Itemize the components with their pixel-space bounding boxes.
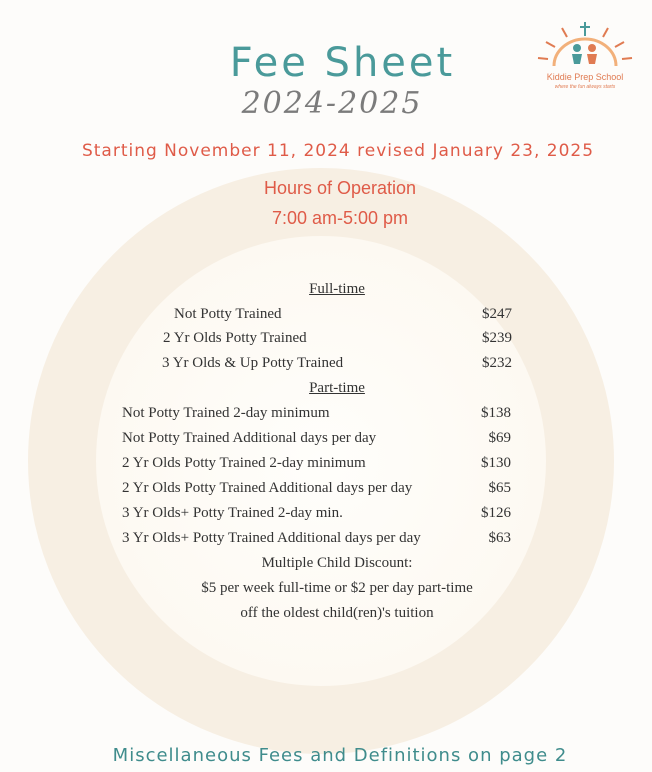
- full-time-heading: Full-time: [309, 281, 365, 297]
- footer-note: Miscellaneous Fees and Definitions on page 2: [112, 745, 568, 766]
- school-logo: [532, 18, 638, 98]
- fee-label: 2 Yr Olds Potty Trained Additional days per day: [122, 480, 413, 496]
- discount-line-1: $5 per week full-time or $2 per day part-time: [201, 580, 473, 596]
- logo-sun-icon: [532, 18, 638, 74]
- discount-line-2: off the oldest child(ren)'s tuition: [240, 605, 434, 621]
- hours-value: 7:00 am-5:00 pm: [271, 208, 409, 228]
- fee-amount: $126: [481, 505, 511, 521]
- fee-amount: $232: [482, 355, 512, 371]
- fee-amount: $239: [482, 330, 512, 346]
- fee-amount: $247: [482, 306, 512, 322]
- fee-amount: $138: [481, 405, 511, 421]
- logo-tagline: where the fun always starts: [554, 84, 616, 90]
- fee-label: Not Potty Trained 2-day minimum: [122, 405, 330, 421]
- part-time-heading: Part-time: [309, 380, 365, 396]
- school-year: 2024-2025: [241, 86, 423, 121]
- page-title: Fee Sheet: [229, 40, 456, 86]
- discount-heading: Multiple Child Discount:: [261, 555, 413, 571]
- fee-label: 2 Yr Olds Potty Trained: [163, 330, 307, 346]
- fee-label: 2 Yr Olds Potty Trained 2-day minimum: [122, 455, 366, 471]
- fee-label: 3 Yr Olds+ Potty Trained 2-day min.: [122, 505, 343, 521]
- fee-label: Not Potty Trained: [174, 306, 282, 322]
- fee-label: 3 Yr Olds+ Potty Trained Additional days per day: [122, 530, 421, 546]
- fee-amount: $69: [488, 430, 511, 446]
- fee-label: 3 Yr Olds & Up Potty Trained: [162, 355, 344, 371]
- fee-amount: $65: [488, 480, 511, 496]
- effective-date: Starting November 11, 2024 revised January 23, 2025: [81, 141, 595, 161]
- fee-amount: $63: [488, 530, 511, 546]
- logo-school-name: Kiddie Prep School: [546, 72, 624, 82]
- fee-amount: $130: [481, 455, 511, 471]
- hours-heading: Hours of Operation: [263, 178, 417, 198]
- fee-label: Not Potty Trained Additional days per day: [122, 430, 377, 446]
